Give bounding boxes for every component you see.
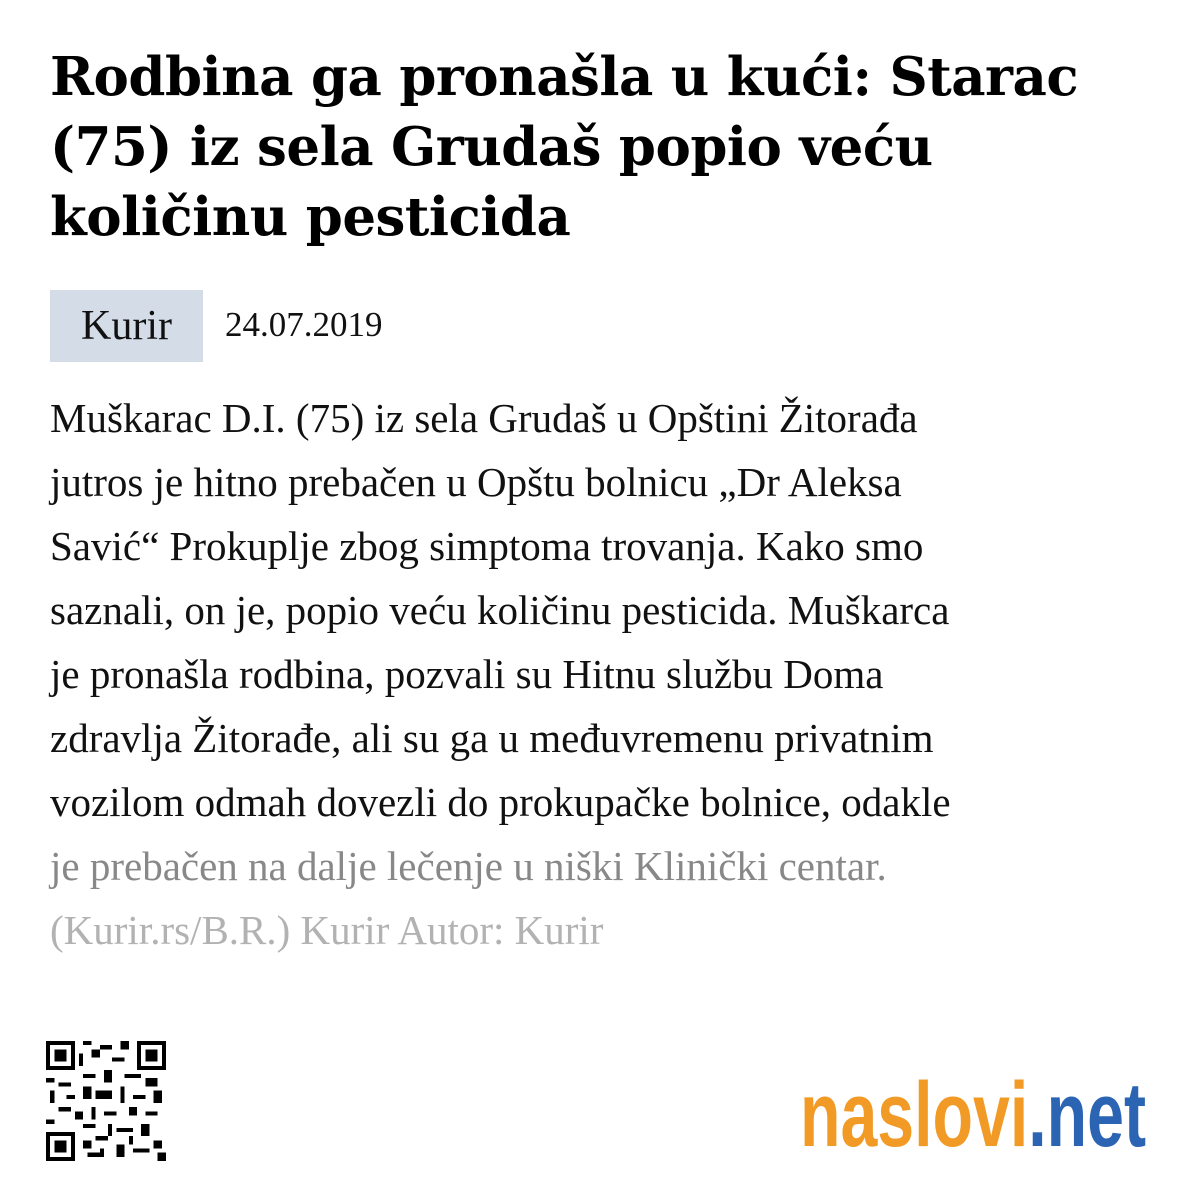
article-date: 24.07.2019 [225, 305, 383, 344]
logo-part-net: .net [1028, 1064, 1147, 1166]
body-line-faded: (Kurir.rs/B.R.) Kurir Autor: Kurir [50, 907, 604, 953]
article-body [50, 386, 1160, 962]
body-line: zdravlja Žitorađe, ali su ga u međuvremenu privatnim [50, 715, 934, 761]
body-line: jutros je hitno prebačen u Opštu bolnicu „Dr Aleksa [50, 459, 902, 505]
body-line: vozilom odmah dovezli do prokupačke bolnice, odakle [50, 779, 951, 825]
naslovi-logo[interactable] [800, 1060, 1146, 1170]
source-badge[interactable]: Kurir [50, 290, 203, 362]
body-line: je pronašla rodbina, pozvali su Hitnu službu Doma [50, 651, 884, 697]
body-line: saznali, on je, popio veću količinu pesticida. Muškarca [50, 587, 950, 633]
body-line: Muškarac D.I. (75) iz sela Grudaš u Opštini Žitorađa [50, 395, 918, 441]
qr-code-icon[interactable] [46, 1036, 166, 1166]
body-line: Savić“ Prokuplje zbog simptoma trovanja. Kako smo [50, 523, 924, 569]
body-line-faded: je prebačen na dalje lečenje u niški Klinički centar. [50, 843, 887, 889]
article-title[interactable]: Rodbina ga pronašla u kući: Starac (75) iz sela Grudaš popio veću količinu pesticida [50, 46, 1079, 248]
logo-part-naslovi: naslovi [800, 1064, 1029, 1166]
